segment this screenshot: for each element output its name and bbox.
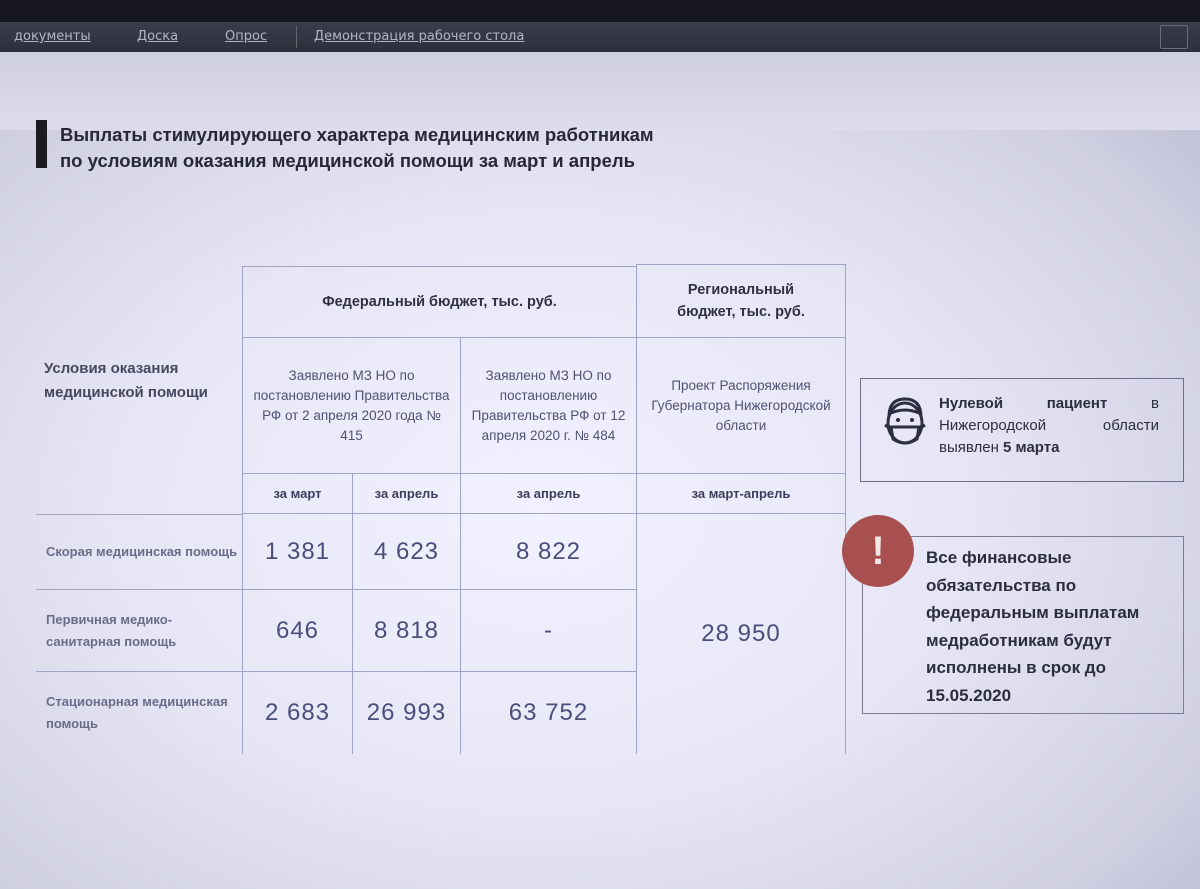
regional-desc: Проект Распоряжения Губернатора Нижегородской области xyxy=(636,338,846,474)
federal-col1-desc: Заявлено МЗ НО по постановлению Правительства РФ от 2 апреля 2020 года № 415 xyxy=(242,338,460,474)
conference-toolbar xyxy=(0,22,1200,53)
subheader-march: за март xyxy=(242,474,352,514)
toolbar-item-screen-share[interactable]: Демонстрация рабочего стола xyxy=(314,29,525,44)
zero-patient-title: Нулевой пациент xyxy=(939,395,1108,412)
slide-top-band xyxy=(0,52,1200,130)
federal-col2-desc: Заявлено МЗ НО по постановлению Правительства РФ от 12 апреля 2020 г. № 484 xyxy=(460,338,636,474)
toolbar-item-poll[interactable]: Опрос xyxy=(225,29,268,44)
cell-inpatient-april: 26 993 xyxy=(352,672,460,754)
toolbar-item-documents[interactable]: документы xyxy=(14,29,91,44)
cell-primary-march: 646 xyxy=(242,590,352,672)
payments-table xyxy=(36,212,848,731)
screen-bezel xyxy=(0,0,1200,22)
masked-face-icon xyxy=(879,395,931,451)
zero-patient-text xyxy=(939,393,1159,459)
cell-ambulance-april-484: 8 822 xyxy=(460,514,636,590)
conditions-header: Условия оказания медицинской помощи xyxy=(44,360,208,401)
federal-budget-header: Федеральный бюджет, тыс. руб. xyxy=(242,266,636,338)
warning-text: Все финансовые обязательства по федеральным выплатам медработникам будут исполнены в срок до 15.05.2020 xyxy=(926,548,1140,705)
subheader-march-april: за март-апрель xyxy=(636,474,846,514)
window-restore-button[interactable] xyxy=(1160,25,1188,49)
subheader-april: за апрель xyxy=(352,474,460,514)
exclamation-icon: ! xyxy=(842,515,914,587)
subheader-april-2: за апрель xyxy=(460,474,636,514)
title-accent-bar xyxy=(36,120,47,168)
cell-ambulance-april: 4 623 xyxy=(352,514,460,590)
slide-title-line-2: по условиям оказания медицинской помощи за март и апрель xyxy=(60,150,635,171)
row-label-inpatient: Стационарная медицинская помощь xyxy=(46,694,228,731)
toolbar-divider xyxy=(296,26,297,48)
toolbar-item-board[interactable]: Доска xyxy=(137,29,179,44)
cell-regional-total: 28 950 xyxy=(636,514,846,754)
cell-inpatient-april-484: 63 752 xyxy=(460,672,636,754)
zero-patient-date: 5 марта xyxy=(1003,439,1060,456)
slide-title xyxy=(60,122,760,174)
zero-patient-desc: в Нижегородской области выявлен xyxy=(939,395,1159,456)
cell-ambulance-march: 1 381 xyxy=(242,514,352,590)
slide-title-line-1: Выплаты стимулирующего характера медицинским работникам xyxy=(60,124,654,145)
regional-budget-header: Региональный бюджет, тыс. руб. xyxy=(636,264,846,338)
cell-primary-april: 8 818 xyxy=(352,590,460,672)
row-label-ambulance: Скорая медицинская помощь xyxy=(36,514,242,590)
cell-primary-april-484: - xyxy=(460,590,636,672)
row-label-primary-care: Первичная медико-санитарная помощь xyxy=(36,590,242,672)
zero-patient-box xyxy=(860,378,1184,482)
cell-inpatient-march: 2 683 xyxy=(242,672,352,754)
